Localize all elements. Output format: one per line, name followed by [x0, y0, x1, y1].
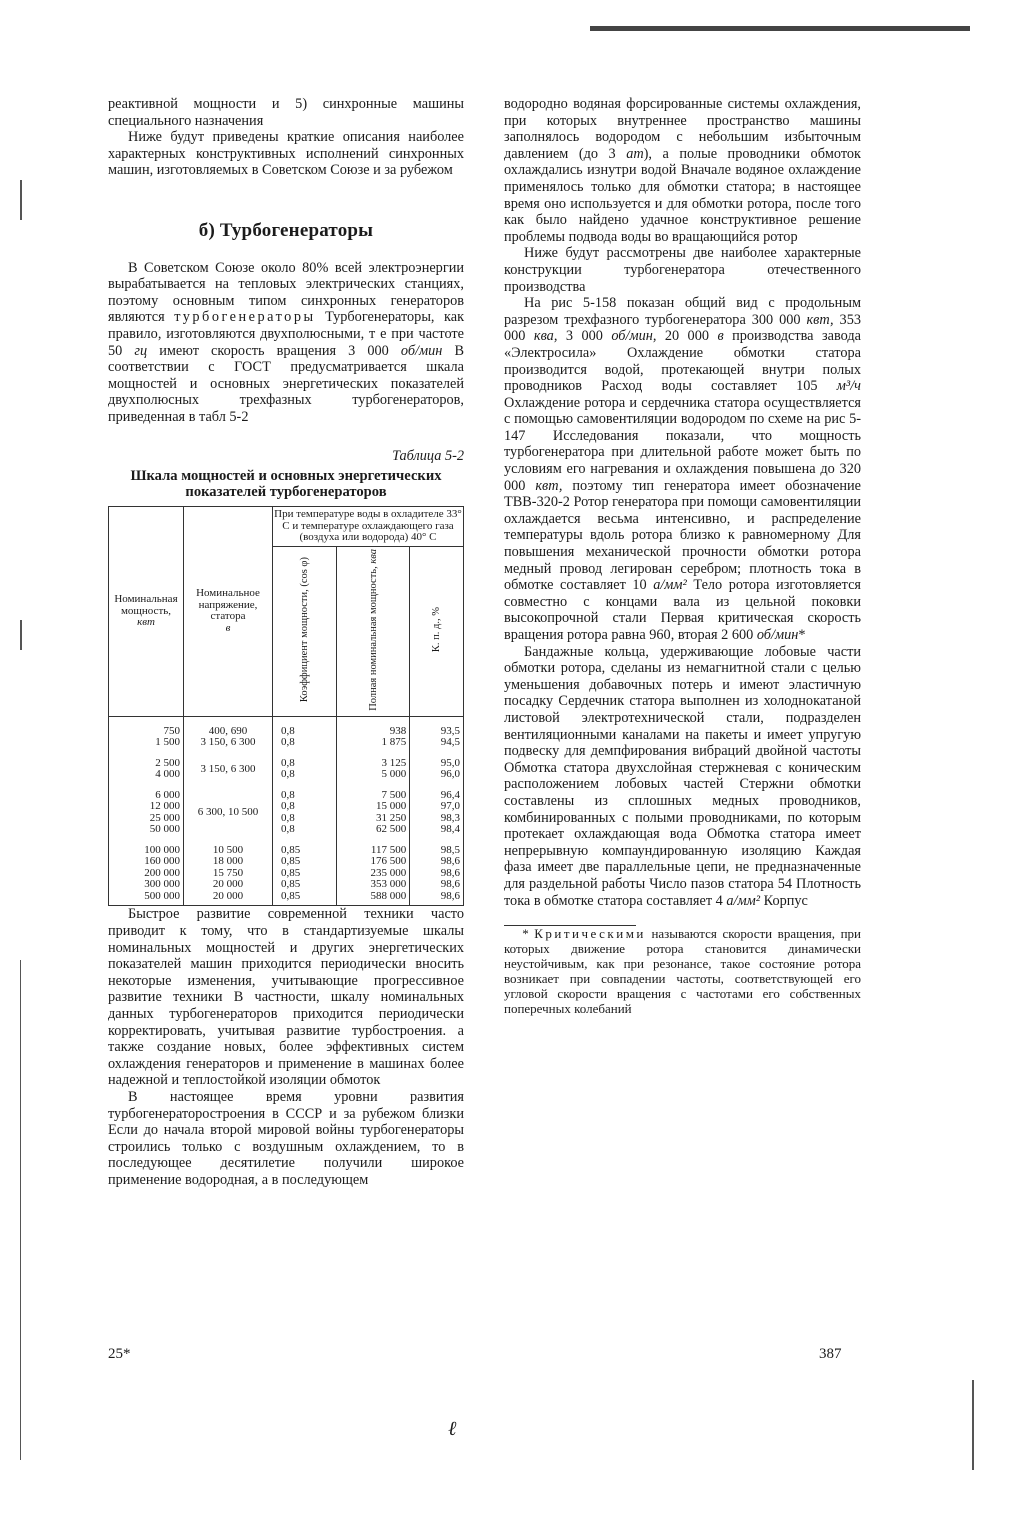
text-run: В Советском Союзе около 80% всей электроэнергии вырабатывается на тепловых электрических станциях, поэтому основным типом синхронных генераторов являются [108, 259, 464, 326]
paragraph [108, 260, 464, 426]
unit: об/мин [400, 342, 443, 359]
section-title: б) Турбогенераторы [198, 219, 374, 241]
unit: гц [134, 342, 148, 359]
page-signature: 25* [108, 1346, 131, 1362]
header-full-power: Полная номинальная мощность, ква [336, 546, 409, 716]
paragraph: водородно водяная форсированные системы охлаждения, при которых внутреннее пространство машины заполнялось водородом с небольшим избыточным давлением (до 3 ат), а полые проводники обмоток охлаждались изнутри водой Вначале водяное охлаждение применялось только для обмотки статора; в настоящее время оно используется и для обмотки ротора, после того как было найдено удачное конструктивное решение проблемы подвода воды во вращающийся ротор [504, 96, 861, 245]
term: турбогенераторы [174, 309, 316, 326]
table-row: 4 000 0,8 5 000 96,0 [109, 769, 464, 781]
table-row: 300 000 20 000 0,85 353 000 98,6 [109, 879, 464, 891]
left-column [108, 96, 464, 1188]
header-conditions: При температуре воды в охладителе 33° С и температуре охлаждающего газа (воздуха или водорода) 40° С [273, 507, 464, 547]
table-row: 12 000 0,8 15 000 97,0 [109, 801, 464, 813]
footnote-mark: * [798, 627, 806, 643]
table-row: 6 000 6 300, 10 500 0,8 7 500 96,4 [109, 781, 464, 802]
bottom-mark: ℓ [448, 1418, 457, 1440]
text-run: Турбогенераторы, как правило, изготовляются двухполюсными, т е при частоте 50 [108, 309, 465, 359]
table-row: 50 000 0,8 62 500 98,4 [109, 824, 464, 836]
table-row: 2 500 3 150, 6 300 0,8 3 125 95,0 [109, 749, 464, 770]
table-number: Таблица 5-2 [392, 447, 464, 464]
table-row: 500 000 20 000 0,85 588 000 98,6 [109, 891, 464, 906]
left-margin-mark [20, 180, 22, 220]
header-efficiency: К. п. д., % [410, 546, 464, 716]
left-margin-mark [20, 960, 21, 1460]
table-row: 160 000 18 000 0,85 176 500 98,6 [109, 856, 464, 868]
table-row: 100 000 10 500 0,85 117 500 98,5 [109, 836, 464, 857]
header-power: Номинальная мощность, квт [109, 507, 184, 717]
paragraph: На рис 5-158 показан общий вид с продольным разрезом трехфазного турбогенератора 300 000 квт, 353 000 ква, 3 000 об/мин, 20 000 в производства завода «Электросила» Охлаждение обмотки статора производится водой, протекающей внутри полых проводников Расход воды составляет 105 м³/ч Охлаждение ротора и сердечника статора осуществляется с помощью самовентиляции водородом по схеме на рис 5-147 Исследования показали, что мощность турбогенератора при длительной работе может быть по условиям его нагревания и охлаждения повышена до 320 000 квт, поэтому тип генератора имеет обозначение ТВВ-320-2 Ротор генератора при помощи самовентиляции охлаждается весьма интенсивно, и распределение температуры вдоль ротора близко к равномерному Для повышения механической прочности обмотки ротора медный провод легирован серебром; плотность тока в обмотке составляет 10 а/мм² Тело ротора изготовляется совместно с концами вала из цельной поковки высокопрочной стали Первая критическая скорость вращения ротора равна 960, вторая 2 600 об/мин* [504, 295, 862, 643]
header-voltage: Номинальное напряжение, статора в [184, 507, 273, 717]
left-margin-mark [20, 620, 22, 650]
table-title: Шкала мощностей и основных энергетических показателей турбогенераторов [130, 468, 442, 501]
specs-table [108, 506, 464, 906]
paragraph: В настоящее время уровни развития турбогенераторостроения в СССР и за рубежом близки Если до начала второй мировой войны турбогенераторы строились только с воздушным охлаждением, то в последующее десятилетие получили широкое применение водородная, а в последующем [108, 1088, 464, 1188]
right-column [504, 96, 861, 1016]
paragraph: Бандажные кольца, удерживающие лобовые части обмотки ротора, сделаны из немагнитной стали с целью уменьшения добавочных потерь и имеют эластичную посадку Сердечник статора выполнен из холоднокатаной листовой электротехнической стали, подразделен вентиляционными каналами на пакеты и имеет упругую подвеску для демпфирования вибраций двойной частоты Обмотка статора двухслойная стержневая с коническим расположением лобовых частей Стержни обмотки составлены из сплошных медных проводников, комбинированных с полыми проводниками, по которым протекает охлаждающая вода Обмотка статора имеет непрерывную компаундированную изоляцию Каждая фаза имеет две параллельные цепи, не предназначенные для раздельной работы Число пазов статора 54 Плотность тока в обмотке статора составляет 4 а/мм² Корпус [504, 643, 861, 909]
paragraph: Быстрое развитие современной техники часто приводит к тому, что в стандартизуемые шкалы номинальных мощностей и других энергетических показателей машин приходится периодически вносить некоторые изменения, учитывающие прогрессивное развитие техники В частности, шкалу номинальных данных турбогенераторов приходится периодически корректировать, учитывая развитие турбостроения. а также создание новых, более эффективных систем охлаждения генераторов и применение в машинах более надежной и теплостойкой изоляции обмоток [108, 906, 464, 1089]
page-number: 387 [819, 1346, 842, 1362]
paragraph: реактивной мощности и 5) синхронные машины специального назначения [108, 96, 464, 129]
footnote: * Критическими называются скорости вращения, при которых движение ротора становится динамически неустойчивым, как при резонансе, такое состояние ротора возникает при совпадении частоты, соответствующей его угловой скорости вращения с частотами его собственных поперечных колебаний [504, 926, 861, 1017]
table-row: 25 000 0,8 31 250 98,3 [109, 813, 464, 825]
right-margin-mark [972, 1380, 974, 1470]
header-cos: Коэффициент мощности, (cos φ) [273, 546, 337, 716]
paragraph: Ниже будут приведены краткие описания наиболее характерных конструктивных исполнений синхронных машин, изготовляемых в Советском Союзе и за рубежом [108, 129, 464, 179]
table-row: 750 400, 690 0,8 938 93,5 [109, 716, 464, 737]
paragraph: Ниже будут рассмотрены две наиболее характерные конструкции турбогенератора отечественного производства [504, 245, 861, 295]
top-rule [590, 26, 970, 31]
text-run: В соответствии с ГОСТ предусматривается шкала мощностей и основных энергетических показателей двухполюсных трехфазных турбогенераторов, приведенная в табл 5-2 [108, 342, 465, 425]
table-row: 200 000 15 750 0,85 235 000 98,6 [109, 868, 464, 880]
table-row: 1 500 3 150, 6 300 0,8 1 875 94,5 [109, 737, 464, 749]
text-run: имеют скорость вращения 3 000 [159, 342, 389, 359]
